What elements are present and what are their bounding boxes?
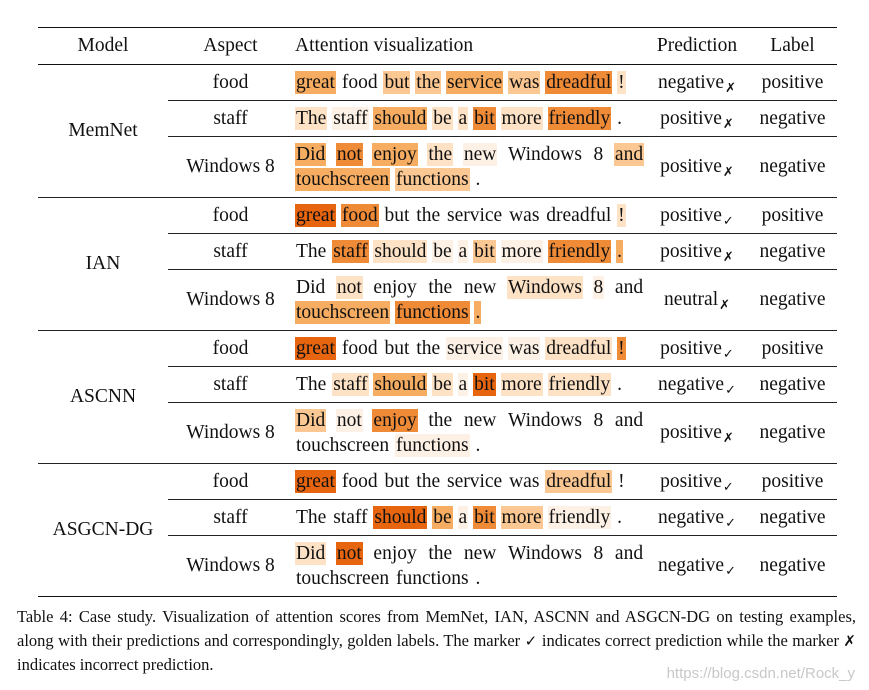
attention-token: The (296, 507, 327, 528)
attention-token: functions (396, 169, 469, 190)
attention-cell (293, 464, 646, 500)
attention-token: but (384, 471, 410, 492)
incorrect-mark-icon: ✗ (722, 165, 734, 180)
attention-token: new (463, 410, 497, 431)
aspect-cell: food (168, 331, 293, 367)
attention-token: touchscreen (296, 568, 390, 589)
model-group (38, 331, 837, 464)
attention-token: service (446, 338, 503, 359)
attention-token: great (296, 471, 335, 492)
attention-token: ! (618, 471, 625, 492)
label-cell: negative (748, 137, 837, 198)
label-cell: positive (748, 331, 837, 367)
attention-token: . (617, 374, 622, 395)
header-attention: Attention visualization (293, 28, 646, 65)
attention-token: the (416, 338, 441, 359)
attention-token: not (336, 410, 362, 431)
attention-token: enjoy (373, 410, 417, 431)
attention-token: new (463, 277, 497, 298)
incorrect-mark-icon: ✗ (843, 632, 856, 650)
attention-token: food (341, 471, 378, 492)
prediction-cell (646, 270, 748, 331)
attention-token: the (416, 72, 441, 93)
caption-text-2: indicates correct prediction while the marker (537, 631, 844, 650)
attention-token: Did (296, 543, 326, 564)
attention-token: was (509, 72, 540, 93)
incorrect-mark-icon: ✗ (722, 249, 734, 265)
attention-token: the (428, 543, 453, 564)
prediction-text: positive (660, 337, 722, 359)
attention-token: Windows (507, 144, 582, 165)
aspect-cell: staff (168, 500, 293, 536)
attention-token: Did (296, 144, 326, 165)
table-row (38, 464, 837, 500)
attention-token: was (509, 205, 540, 226)
correct-mark-icon: ✓ (725, 515, 736, 531)
attention-token: a (458, 241, 468, 262)
case-study-table (38, 27, 837, 597)
attention-token: dreadful (546, 72, 612, 93)
attention-token: functions (396, 435, 469, 456)
attention-token: food (341, 338, 378, 359)
attention-token: dreadful (546, 338, 612, 359)
prediction-text: negative (658, 555, 725, 576)
attention-token: the (428, 277, 453, 298)
attention-cell (293, 234, 646, 270)
attention-token: bit (474, 507, 495, 528)
header-prediction: Prediction (646, 28, 748, 65)
attention-token: service (446, 205, 503, 226)
attention-token: but (384, 205, 410, 226)
attention-token: the (428, 410, 453, 431)
incorrect-mark-icon: ✗ (722, 431, 734, 446)
prediction-cell (646, 464, 748, 500)
attention-token: ! (618, 338, 625, 359)
attention-token: touchscreen (296, 302, 390, 323)
caption-text-3: indicates incorrect prediction. (17, 655, 214, 674)
prediction-text: neutral (663, 289, 719, 310)
attention-token: was (509, 338, 540, 359)
header-model: Model (38, 28, 168, 65)
correct-mark-icon: ✓ (722, 213, 734, 229)
attention-token: the (416, 205, 441, 226)
attention-token: should (374, 241, 427, 262)
attention-cell (293, 270, 646, 331)
model-name: ASGCN-DG (38, 464, 168, 597)
attention-token: not (336, 543, 362, 564)
prediction-cell (646, 331, 748, 367)
attention-token: staff (333, 374, 368, 395)
table-row (38, 198, 837, 234)
attention-token: and (614, 144, 644, 165)
prediction-cell (646, 137, 748, 198)
attention-token: touchscreen (296, 169, 390, 190)
attention-token: friendly (548, 507, 611, 528)
attention-token: should (374, 108, 427, 129)
prediction-cell (646, 500, 748, 536)
attention-token: more (501, 241, 542, 262)
attention-token: staff (333, 108, 368, 129)
correct-mark-icon: ✓ (722, 346, 734, 362)
attention-token: . (475, 169, 481, 190)
attention-token: be (433, 241, 452, 262)
attention-token: Windows (507, 543, 582, 564)
table-row (38, 65, 837, 101)
attention-token: food (341, 205, 378, 226)
attention-token: be (433, 108, 452, 129)
attention-token: service (446, 72, 503, 93)
attention-cell (293, 198, 646, 234)
attention-token: functions (396, 568, 469, 589)
label-cell: negative (748, 536, 837, 597)
header-row (38, 28, 837, 65)
model-name: IAN (38, 198, 168, 331)
attention-token: 8 (593, 277, 604, 298)
attention-token: . (617, 108, 622, 129)
prediction-text: positive (660, 240, 722, 262)
attention-cell (293, 403, 646, 464)
attention-token: a (458, 108, 468, 129)
attention-token: friendly (548, 374, 611, 395)
incorrect-mark-icon: ✗ (725, 80, 736, 96)
attention-token: . (475, 302, 481, 323)
attention-token: and (614, 543, 644, 564)
attention-token: functions (396, 302, 469, 323)
label-cell: positive (748, 65, 837, 101)
attention-token: dreadful (546, 471, 612, 492)
correct-mark-icon: ✓ (524, 632, 538, 650)
aspect-cell: staff (168, 101, 293, 137)
attention-token: . (617, 241, 622, 262)
attention-token: Windows (507, 410, 582, 431)
attention-token: should (374, 507, 427, 528)
attention-token: but (384, 338, 410, 359)
attention-token: great (296, 338, 335, 359)
aspect-cell: food (168, 65, 293, 101)
attention-token: dreadful (546, 205, 612, 226)
attention-token: enjoy (373, 277, 417, 298)
prediction-text: negative (658, 71, 725, 93)
label-cell: positive (748, 464, 837, 500)
watermark: https://blog.csdn.net/Rock_y (666, 665, 855, 682)
correct-mark-icon: ✓ (725, 382, 736, 398)
incorrect-mark-icon: ✗ (719, 298, 731, 313)
label-cell: negative (748, 367, 837, 403)
attention-token: the (428, 144, 453, 165)
prediction-text: positive (660, 204, 722, 226)
correct-mark-icon: ✓ (722, 479, 734, 495)
aspect-cell: food (168, 198, 293, 234)
attention-cell (293, 101, 646, 137)
attention-token: 8 (593, 144, 604, 165)
case-study-table-container (38, 27, 837, 597)
attention-token: ! (618, 72, 625, 93)
label-cell: negative (748, 101, 837, 137)
attention-token: bit (474, 108, 495, 129)
attention-token: new (463, 144, 497, 165)
attention-token: the (416, 471, 441, 492)
model-name: MemNet (38, 65, 168, 198)
incorrect-mark-icon: ✗ (722, 116, 734, 132)
attention-token: 8 (593, 410, 604, 431)
label-cell: negative (748, 403, 837, 464)
attention-token: staff (333, 507, 368, 528)
aspect-cell: Windows 8 (168, 536, 293, 597)
model-group (38, 464, 837, 597)
attention-token: a (458, 374, 468, 395)
attention-token: Did (296, 277, 326, 298)
attention-token: and (614, 277, 644, 298)
attention-token: be (433, 507, 452, 528)
attention-token: staff (333, 241, 368, 262)
attention-token: enjoy (373, 144, 417, 165)
attention-token: more (501, 108, 542, 129)
attention-token: touchscreen (296, 435, 390, 456)
aspect-cell: staff (168, 234, 293, 270)
attention-token: but (384, 72, 410, 93)
prediction-cell (646, 234, 748, 270)
attention-cell (293, 137, 646, 198)
attention-token: The (296, 241, 327, 262)
attention-token: Windows (507, 277, 582, 298)
attention-token: more (501, 374, 542, 395)
prediction-text: positive (660, 422, 722, 443)
attention-token: bit (474, 241, 495, 262)
prediction-cell (646, 536, 748, 597)
attention-cell (293, 367, 646, 403)
correct-mark-icon: ✓ (725, 564, 736, 579)
attention-token: . (475, 435, 481, 456)
attention-token: The (296, 108, 327, 129)
attention-token: The (296, 374, 327, 395)
attention-cell (293, 331, 646, 367)
attention-token: more (501, 507, 542, 528)
model-name: ASCNN (38, 331, 168, 464)
attention-cell (293, 536, 646, 597)
header-aspect: Aspect (168, 28, 293, 65)
attention-cell (293, 500, 646, 536)
table-row (38, 331, 837, 367)
prediction-cell (646, 101, 748, 137)
attention-token: not (336, 277, 362, 298)
prediction-text: negative (658, 373, 725, 395)
attention-token: be (433, 374, 452, 395)
prediction-text: positive (660, 107, 722, 129)
attention-token: friendly (548, 108, 611, 129)
aspect-cell: food (168, 464, 293, 500)
attention-token: 8 (593, 543, 604, 564)
attention-token: and (614, 410, 644, 431)
attention-token: new (463, 543, 497, 564)
model-group (38, 65, 837, 198)
attention-token: . (475, 568, 481, 589)
label-cell: negative (748, 500, 837, 536)
attention-token: . (617, 507, 622, 528)
aspect-cell: Windows 8 (168, 137, 293, 198)
prediction-text: positive (660, 470, 722, 492)
prediction-text: positive (660, 156, 722, 177)
attention-token: bit (474, 374, 495, 395)
attention-token: great (296, 205, 335, 226)
aspect-cell: Windows 8 (168, 270, 293, 331)
attention-token: should (374, 374, 427, 395)
attention-token: friendly (548, 241, 611, 262)
model-group (38, 198, 837, 331)
attention-token: a (458, 507, 468, 528)
aspect-cell: staff (168, 367, 293, 403)
prediction-cell (646, 367, 748, 403)
attention-token: Did (296, 410, 326, 431)
prediction-cell (646, 65, 748, 101)
prediction-cell (646, 198, 748, 234)
label-cell: negative (748, 234, 837, 270)
attention-cell (293, 65, 646, 101)
label-cell: positive (748, 198, 837, 234)
attention-token: food (341, 72, 378, 93)
attention-token: great (296, 72, 335, 93)
label-cell: negative (748, 270, 837, 331)
attention-token: ! (618, 205, 625, 226)
attention-token: enjoy (373, 543, 417, 564)
attention-token: not (336, 144, 362, 165)
header-label: Label (748, 28, 837, 65)
caption-text-1: Table 4: Case study. Visualization of attention scores from MemNet, IAN, ASCNN and ASGCN-DG on testing examples, along with their predictions and correspondingly, golden labels. The marker (17, 607, 856, 650)
attention-token: was (509, 471, 540, 492)
aspect-cell: Windows 8 (168, 403, 293, 464)
prediction-text: negative (658, 506, 725, 528)
attention-token: service (446, 471, 503, 492)
prediction-cell (646, 403, 748, 464)
